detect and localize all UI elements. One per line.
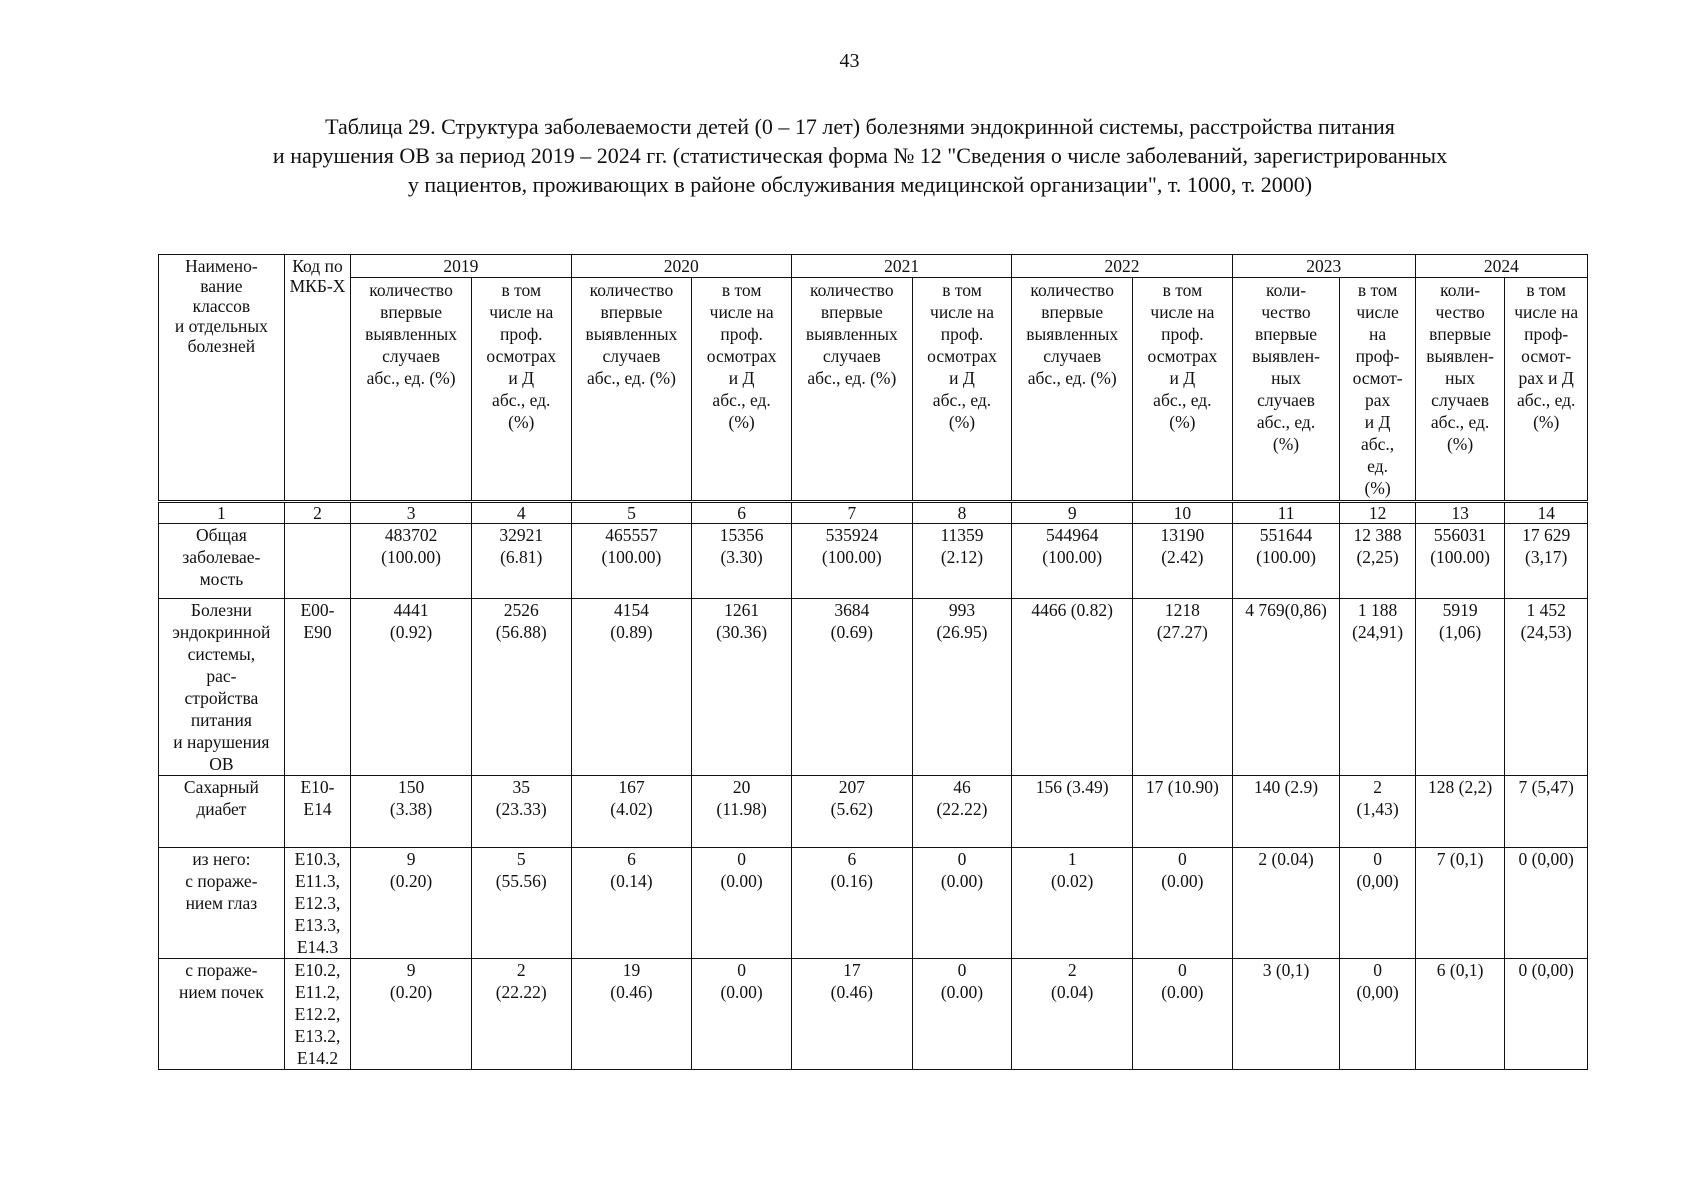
row-value-cell: 17 (10.90) xyxy=(1133,776,1233,848)
row-value-cell: 15356 (3.30) xyxy=(692,524,792,599)
row-value-cell: 17 (0.46) xyxy=(791,959,912,1070)
row-value-cell: 7 (5,47) xyxy=(1505,776,1588,848)
row-value-cell: 2 (1,43) xyxy=(1340,776,1415,848)
row-value-cell: 3684 (0.69) xyxy=(791,599,912,776)
row-value-cell: 5919 (1,06) xyxy=(1415,599,1505,776)
row-value-cell: 0 (0.00) xyxy=(692,848,792,959)
header-sub: количество впервые выявленных случаев абс., ед. (%) xyxy=(791,278,912,502)
header-row-sub xyxy=(159,278,1588,502)
header-sub: в том числе на проф- осмот- рах и Д абс., ед. (%) xyxy=(1505,278,1588,502)
row-value-cell: 46 (22.22) xyxy=(912,776,1012,848)
caption-line: Таблица 29. Структура заболеваемости детей (0 – 17 лет) болезнями эндокринной системы, расстройства питания xyxy=(325,114,1395,139)
row-value-cell: 35 (23.33) xyxy=(471,776,571,848)
row-value-cell: 0 (0,00) xyxy=(1340,959,1415,1070)
row-value-cell: 128 (2,2) xyxy=(1415,776,1505,848)
row-value-cell: 0 (0.00) xyxy=(1133,959,1233,1070)
header-year: 2022 xyxy=(1012,255,1232,278)
row-icd-code: E00- E90 xyxy=(284,599,350,776)
header-sub: коли- чество впервые выявлен- ных случаев абс., ед. (%) xyxy=(1232,278,1340,502)
row-icd-code: E10.3, E11.3, E12.3, E13.3, E14.3 xyxy=(284,848,350,959)
row-value-cell: 1261 (30.36) xyxy=(692,599,792,776)
column-number: 13 xyxy=(1415,502,1505,524)
header-sub: в том числе на проф. осмотрах и Д абс., ед. (%) xyxy=(692,278,792,502)
table-row xyxy=(159,959,1588,1070)
header-sub: в том числе на проф- осмот- рах и Д абс., ед. (%) xyxy=(1340,278,1415,502)
column-number: 2 xyxy=(284,502,350,524)
row-value-cell: 7 (0,1) xyxy=(1415,848,1505,959)
header-sub: коли- чество впервые выявлен- ных случаев абс., ед. (%) xyxy=(1415,278,1505,502)
row-icd-code: E10.2, E11.2, E12.2, E13.2, E14.2 xyxy=(284,959,350,1070)
header-code: Код по МКБ-Х xyxy=(284,255,350,502)
row-value-cell: 0 (0.00) xyxy=(692,959,792,1070)
row-value-cell: 5 (55.56) xyxy=(471,848,571,959)
row-value-cell: 2 (22.22) xyxy=(471,959,571,1070)
caption-line: у пациентов, проживающих в районе обслуживания медицинской организации", т. 1000, т. 2000) xyxy=(407,172,1313,197)
header-sub: количество впервые выявленных случаев абс., ед. (%) xyxy=(1012,278,1133,502)
row-value-cell: 12 388 (2,25) xyxy=(1340,524,1415,599)
row-icd-code: E10- E14 xyxy=(284,776,350,848)
row-value-cell: 4441 (0.92) xyxy=(351,599,472,776)
row-value-cell: 544964 (100.00) xyxy=(1012,524,1133,599)
row-value-cell: 207 (5.62) xyxy=(791,776,912,848)
row-value-cell: 0 (0,00) xyxy=(1340,848,1415,959)
header-sub: количество впервые выявленных случаев абс., ед. (%) xyxy=(571,278,692,502)
row-value-cell: 2 (0.04) xyxy=(1232,848,1340,959)
caption-line: и нарушения ОВ за период 2019 – 2024 гг. (статистическая форма № 12 "Сведения о числе заболеваний, зарегистрированных xyxy=(272,143,1448,168)
column-number: 11 xyxy=(1232,502,1340,524)
row-disease-name: с пораже- нием почек xyxy=(159,959,285,1070)
row-value-cell: 0 (0,00) xyxy=(1505,848,1588,959)
row-value-cell: 483702 (100.00) xyxy=(351,524,472,599)
row-value-cell: 4154 (0.89) xyxy=(571,599,692,776)
column-number: 6 xyxy=(692,502,792,524)
row-value-cell: 9 (0.20) xyxy=(351,959,472,1070)
column-number: 5 xyxy=(571,502,692,524)
header-row-years xyxy=(159,255,1588,278)
row-value-cell: 13190 (2.42) xyxy=(1133,524,1233,599)
column-number: 14 xyxy=(1505,502,1588,524)
table-caption xyxy=(150,112,1570,199)
table-row xyxy=(159,524,1588,599)
column-number: 7 xyxy=(791,502,912,524)
row-value-cell: 1 (0.02) xyxy=(1012,848,1133,959)
row-value-cell: 156 (3.49) xyxy=(1012,776,1133,848)
row-value-cell: 6 (0,1) xyxy=(1415,959,1505,1070)
header-sub: количество впервые выявленных случаев абс., ед. (%) xyxy=(351,278,472,502)
column-number: 8 xyxy=(912,502,1012,524)
header-year: 2023 xyxy=(1232,255,1415,278)
row-disease-name: Общая заболевае- мость xyxy=(159,524,285,599)
column-number: 1 xyxy=(159,502,285,524)
row-value-cell: 4 769(0,86) xyxy=(1232,599,1340,776)
row-value-cell: 150 (3.38) xyxy=(351,776,472,848)
header-year: 2020 xyxy=(571,255,791,278)
row-value-cell: 17 629 (3,17) xyxy=(1505,524,1588,599)
row-value-cell: 535924 (100.00) xyxy=(791,524,912,599)
header-sub: в том числе на проф. осмотрах и Д абс., ед. (%) xyxy=(1133,278,1233,502)
header-sub: в том числе на проф. осмотрах и Д абс., ед. (%) xyxy=(471,278,571,502)
row-value-cell: 1 188 (24,91) xyxy=(1340,599,1415,776)
page-number: 43 xyxy=(839,50,860,72)
header-year: 2024 xyxy=(1415,255,1587,278)
row-value-cell: 167 (4.02) xyxy=(571,776,692,848)
row-value-cell: 465557 (100.00) xyxy=(571,524,692,599)
column-number: 9 xyxy=(1012,502,1133,524)
morbidity-table xyxy=(158,254,1588,1070)
row-disease-name: Сахарный диабет xyxy=(159,776,285,848)
row-icd-code xyxy=(284,524,350,599)
row-value-cell: 32921 (6.81) xyxy=(471,524,571,599)
header-name: Наимено- вание классов и отдельных болезней xyxy=(159,255,285,502)
header-year: 2021 xyxy=(791,255,1011,278)
row-value-cell: 1218 (27.27) xyxy=(1133,599,1233,776)
column-number: 10 xyxy=(1133,502,1233,524)
row-value-cell: 2526 (56.88) xyxy=(471,599,571,776)
row-value-cell: 2 (0.04) xyxy=(1012,959,1133,1070)
row-value-cell: 6 (0.16) xyxy=(791,848,912,959)
row-value-cell: 11359 (2.12) xyxy=(912,524,1012,599)
row-disease-name: из него: с пораже- нием глаз xyxy=(159,848,285,959)
row-value-cell: 9 (0.20) xyxy=(351,848,472,959)
row-value-cell: 556031 (100.00) xyxy=(1415,524,1505,599)
row-disease-name: Болезни эндокринной системы, рас- стройства питания и нарушения ОВ xyxy=(159,599,285,776)
table-row xyxy=(159,599,1588,776)
row-value-cell: 0 (0,00) xyxy=(1505,959,1588,1070)
header-sub: в том числе на проф. осмотрах и Д абс., ед. (%) xyxy=(912,278,1012,502)
row-value-cell: 0 (0.00) xyxy=(1133,848,1233,959)
row-value-cell: 3 (0,1) xyxy=(1232,959,1340,1070)
column-number: 3 xyxy=(351,502,472,524)
row-value-cell: 6 (0.14) xyxy=(571,848,692,959)
row-value-cell: 19 (0.46) xyxy=(571,959,692,1070)
row-value-cell: 0 (0.00) xyxy=(912,959,1012,1070)
table-row xyxy=(159,776,1588,848)
row-value-cell: 993 (26.95) xyxy=(912,599,1012,776)
column-number: 12 xyxy=(1340,502,1415,524)
column-number-row xyxy=(159,502,1588,524)
column-number: 4 xyxy=(471,502,571,524)
table-row xyxy=(159,848,1588,959)
row-value-cell: 140 (2.9) xyxy=(1232,776,1340,848)
row-value-cell: 1 452 (24,53) xyxy=(1505,599,1588,776)
row-value-cell: 0 (0.00) xyxy=(912,848,1012,959)
row-value-cell: 551644 (100.00) xyxy=(1232,524,1340,599)
row-value-cell: 4466 (0.82) xyxy=(1012,599,1133,776)
row-value-cell: 20 (11.98) xyxy=(692,776,792,848)
header-year: 2019 xyxy=(351,255,571,278)
